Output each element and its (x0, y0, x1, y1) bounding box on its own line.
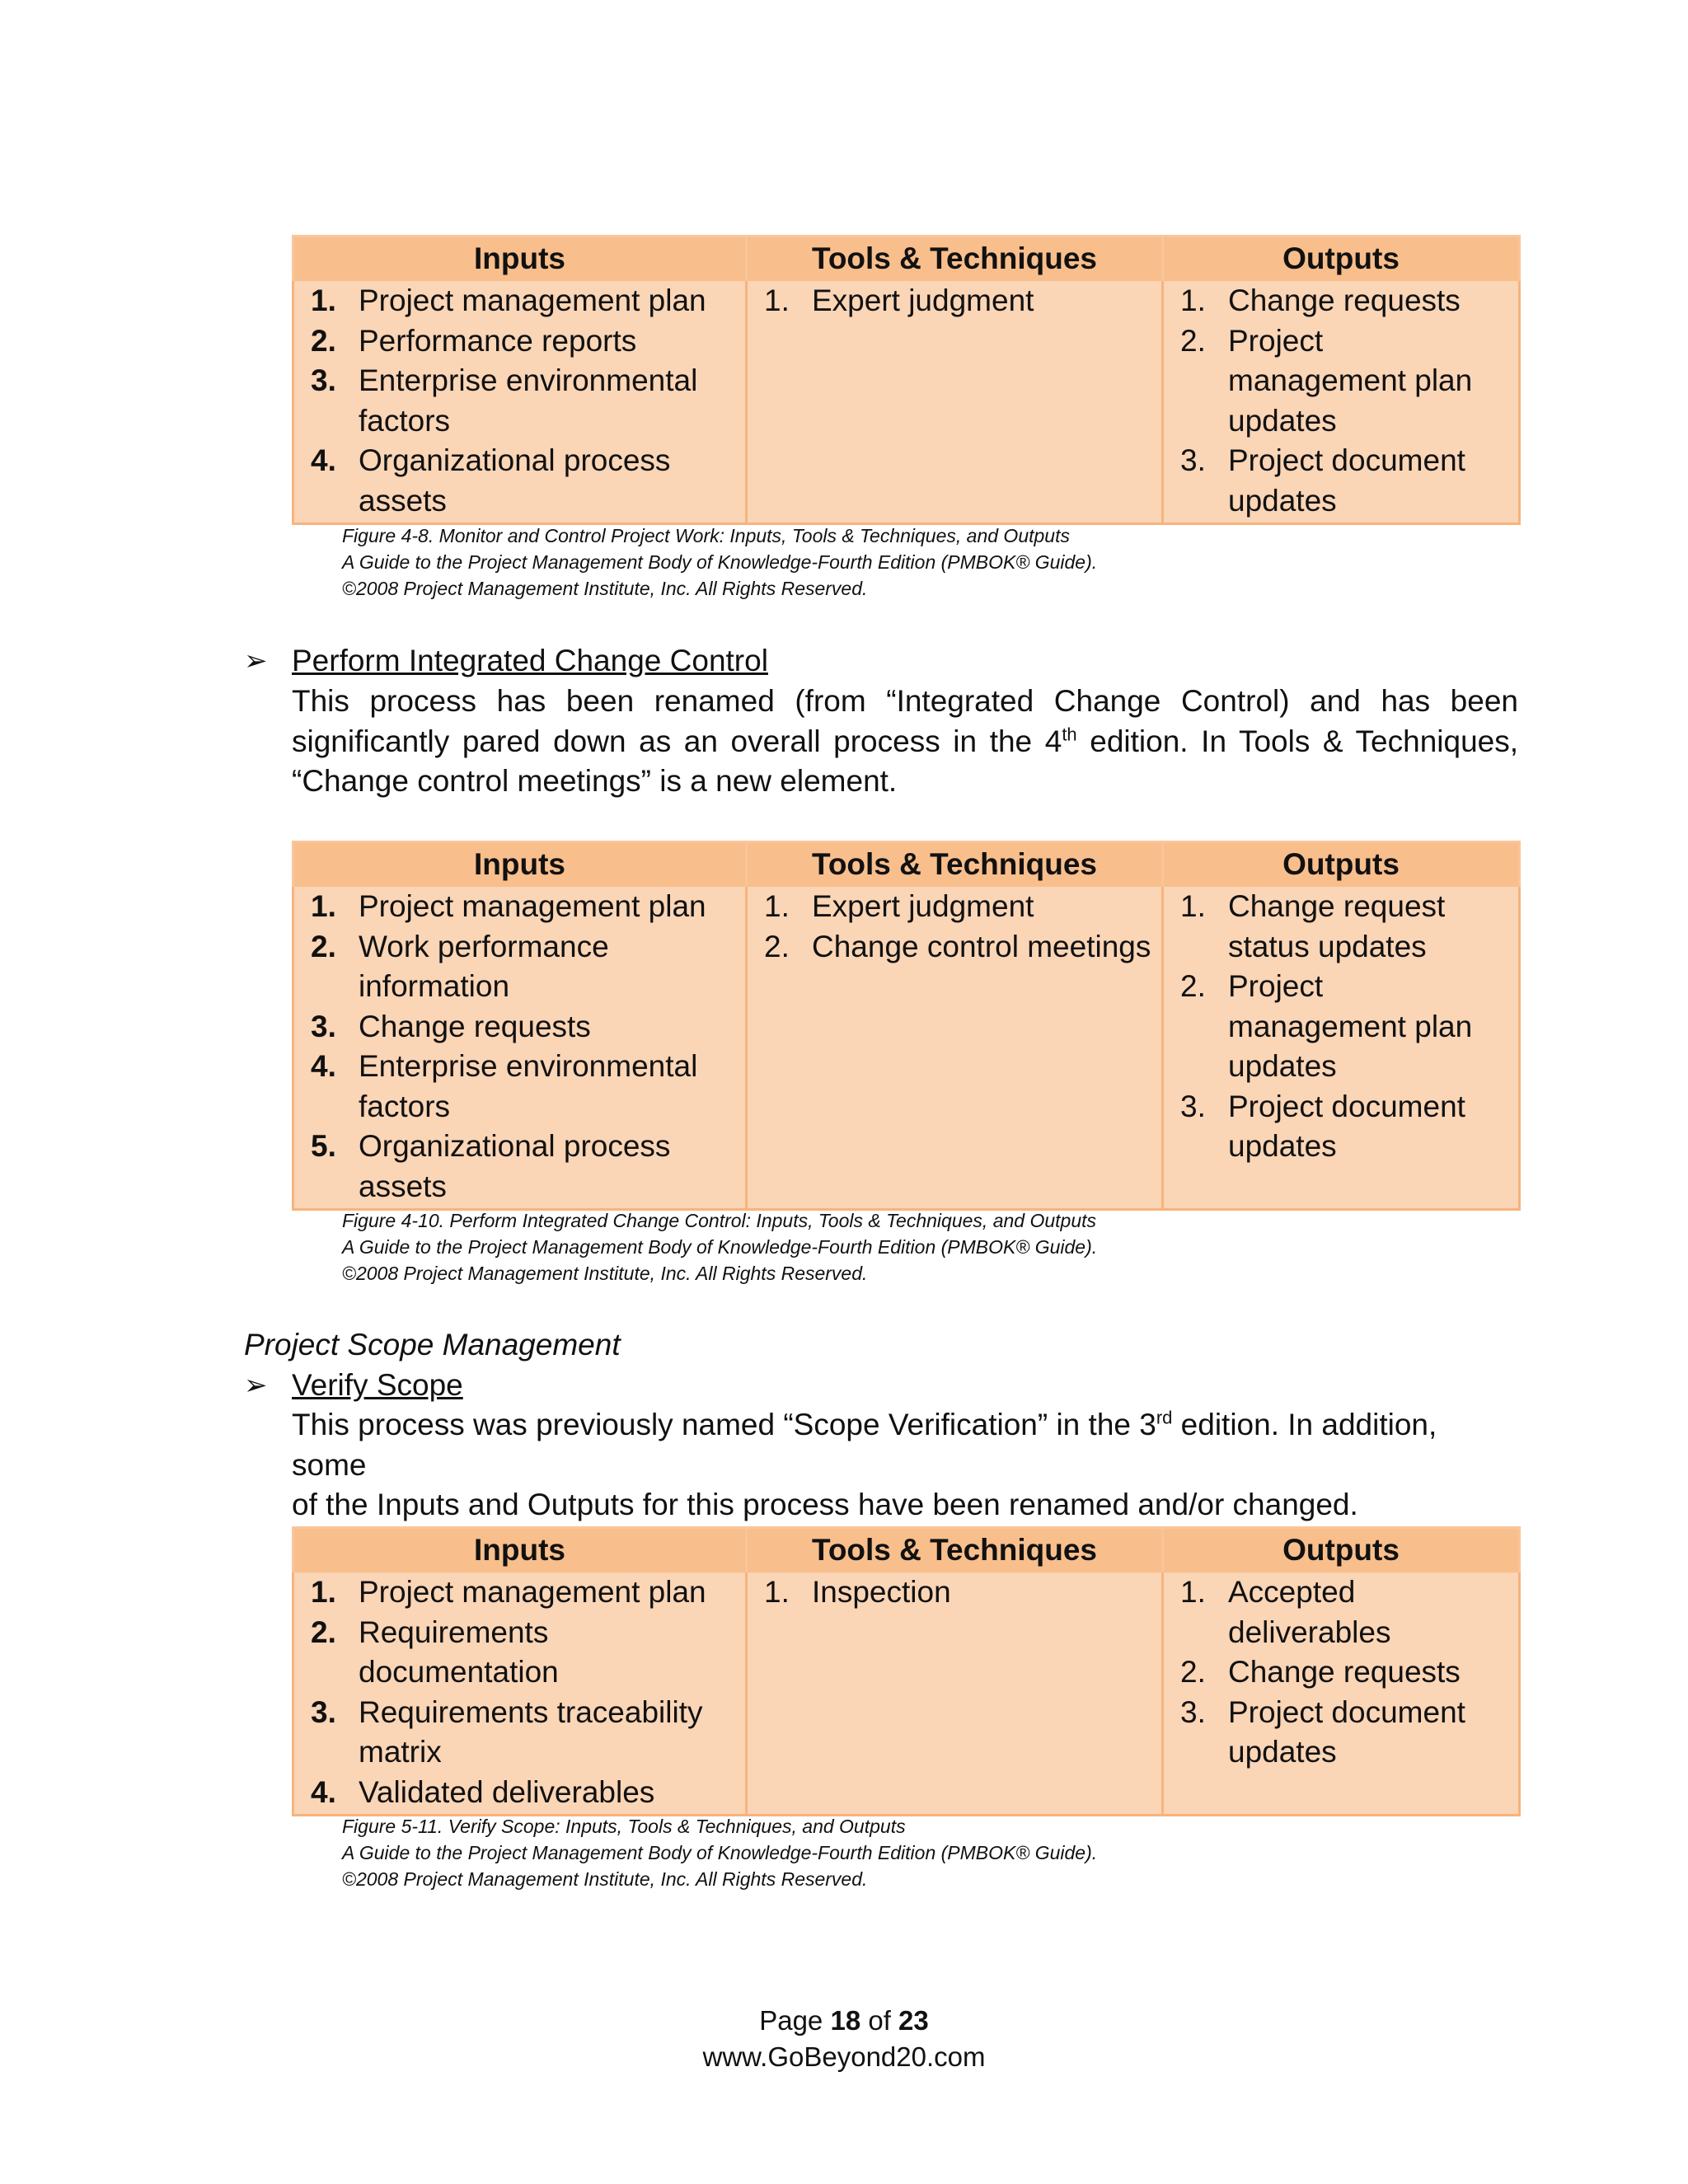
header-outputs: Outputs (1163, 842, 1520, 888)
list-item: 1. Project management plan (311, 889, 706, 923)
outputs-cell (1163, 281, 1520, 524)
outputs-cell (1163, 1572, 1520, 1816)
website-url: www.GoBeyond20.com (702, 2041, 986, 2072)
page-footer (0, 2003, 1688, 2075)
list-item: 1. Project management plan (311, 1575, 706, 1609)
list-item: 3. Project document updates (1180, 1089, 1465, 1163)
itto-table-verify-scope (292, 1526, 1521, 1816)
tools-list (748, 281, 1161, 321)
tools-cell (747, 1572, 1163, 1816)
inputs-cell (293, 281, 747, 524)
list-item: 1. Project management plan (311, 284, 706, 317)
outputs-cell (1163, 887, 1520, 1210)
list-item: 4. Enterprise environmental factors (311, 1049, 698, 1123)
list-item: 5. Organizational process assets (311, 1129, 671, 1203)
tools-list (748, 887, 1161, 967)
inputs-cell (293, 1572, 747, 1816)
header-tools: Tools & Techniques (747, 1528, 1163, 1573)
figure-caption: Figure 4-10. Perform Integrated Change Control: Inputs, Tools & Techniques, and Outputs A Guide to the Project Management Body of Knowledge-Fourth Edition (PMBOK® Guide). ©2008 Project Management Institute, Inc. All Rights Reserved. (342, 1210, 1098, 1284)
section-paragraph-pic: This process has been renamed (from “Integrated Change Control) and has been significantly pared down as an overall process in the 4th edition. In Tools & Techniques, “Change control meetings” is a new element. (292, 684, 1519, 798)
list-item: 1. Change request status updates (1180, 889, 1446, 963)
tools-list (748, 1572, 1161, 1613)
section-paragraph-verify-scope: This process was previously named “Scope Verification” in the 3rd edition. In addition, some of the Inputs and Outputs for this process have been renamed and/or changed. (292, 1407, 1437, 1521)
arrow-bullet-icon: ➢ (244, 645, 268, 677)
list-item: 2. Project management plan updates (1180, 969, 1473, 1083)
list-item: 2. Work performance information (311, 929, 609, 1003)
outputs-list (1164, 1572, 1518, 1773)
header-inputs: Inputs (293, 1528, 747, 1573)
area-heading-scope: Project Scope Management (244, 1328, 621, 1361)
arrow-bullet-icon: ➢ (244, 1370, 268, 1401)
section-heading-verify-scope: Verify Scope (292, 1368, 463, 1402)
list-item: 2. Performance reports (311, 323, 637, 358)
header-inputs: Inputs (293, 842, 747, 888)
inputs-list (294, 281, 745, 521)
list-item: 2. Project management plan updates (1180, 323, 1473, 438)
inputs-list (294, 887, 745, 1207)
list-item: 3. Change requests (311, 1009, 591, 1043)
itto-table-change-control (292, 841, 1521, 1211)
list-item: 4. Organizational process assets (311, 443, 671, 518)
list-item: 3. Enterprise environmental factors (311, 363, 698, 438)
list-item: 1. Inspection (764, 1575, 951, 1609)
header-tools: Tools & Techniques (747, 237, 1163, 282)
itto-table-monitor-control (292, 235, 1521, 525)
list-item: 2. Requirements documentation (311, 1615, 559, 1689)
tools-cell (747, 281, 1163, 524)
inputs-list (294, 1572, 745, 1812)
figure-caption: Figure 5-11. Verify Scope: Inputs, Tools & Techniques, and Outputs A Guide to the Project Management Body of Knowledge-Fourth Edition (PMBOK® Guide). ©2008 Project Management Institute, Inc. All Rights Reserved. (342, 1816, 1098, 1890)
page-number: Page 18 of 23 (759, 2005, 929, 2036)
tools-cell (747, 887, 1163, 1210)
list-item: 3. Requirements traceability matrix (311, 1694, 703, 1769)
header-tools: Tools & Techniques (747, 842, 1163, 888)
header-inputs: Inputs (293, 237, 747, 282)
list-item: 1. Accepted deliverables (1180, 1575, 1391, 1649)
outputs-list (1164, 281, 1518, 521)
list-item: 2. Change control meetings (764, 929, 1151, 963)
figure-caption: Figure 4-8. Monitor and Control Project Work: Inputs, Tools & Techniques, and Outputs A Guide to the Project Management Body of Knowledge-Fourth Edition (PMBOK® Guide). ©2008 Project Management Institute, Inc. All Rights Reserved. (342, 525, 1098, 599)
outputs-list (1164, 887, 1518, 1167)
list-item: 4. Validated deliverables (311, 1774, 655, 1809)
header-outputs: Outputs (1163, 237, 1520, 282)
list-item: 1. Expert judgment (764, 284, 1034, 317)
list-item: 2. Change requests (1180, 1655, 1461, 1689)
list-item: 1. Change requests (1180, 284, 1461, 317)
section-heading-pic: Perform Integrated Change Control (292, 644, 768, 677)
list-item: 3. Project document updates (1180, 443, 1465, 518)
list-item: 1. Expert judgment (764, 889, 1034, 923)
header-outputs: Outputs (1163, 1528, 1520, 1573)
list-item: 3. Project document updates (1180, 1694, 1465, 1769)
inputs-cell (293, 887, 747, 1210)
